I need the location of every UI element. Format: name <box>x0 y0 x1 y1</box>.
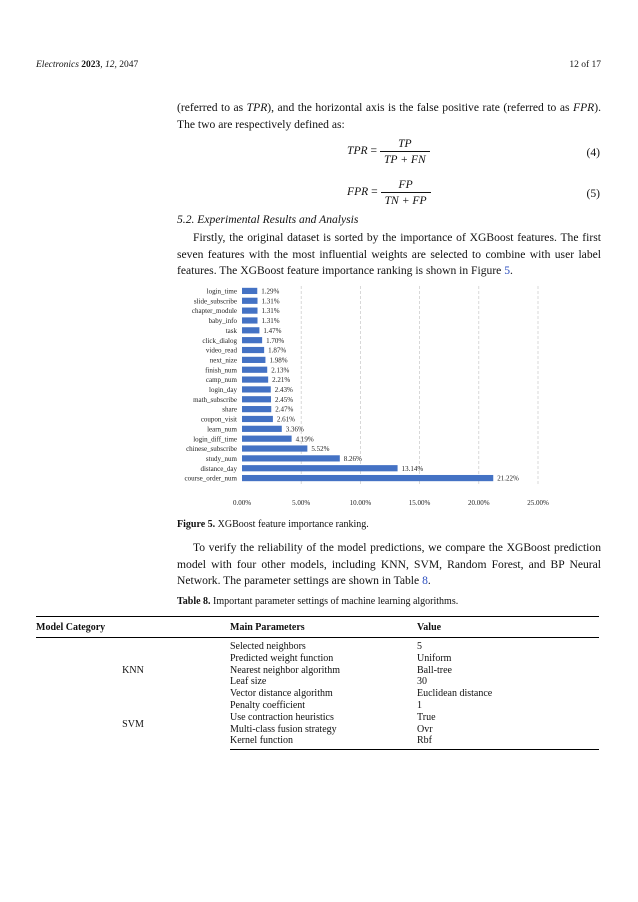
equation-lhs: TPR <box>347 144 368 158</box>
table-header-row <box>36 617 599 638</box>
category-label: task <box>225 326 237 335</box>
equation-5: FPR = $\frac{FP}{TN + FP}$ <box>347 178 431 207</box>
running-header-citation: Electronics 2023, 12, 2047 <box>36 60 139 70</box>
data-label: 2.45% <box>275 395 294 404</box>
parameter-value: Ovr <box>417 723 433 735</box>
bar-chapter_module <box>242 308 258 314</box>
parameter-name: Vector distance algorithm <box>230 688 333 700</box>
bar-camp_num <box>242 376 268 382</box>
header-main-parameters: Main Parameters <box>230 617 417 638</box>
equation-lhs: FPR <box>347 185 369 199</box>
bar-login_day <box>242 386 271 392</box>
table-row <box>36 700 599 712</box>
data-label: 21.22% <box>497 474 519 483</box>
intro-line-2: The two are respectively defined as: <box>177 117 345 131</box>
bar-study_num <box>242 455 340 461</box>
journal-name: Electronics <box>36 60 79 70</box>
chart-gridlines <box>301 286 538 485</box>
category-label: baby_info <box>208 317 237 326</box>
parameter-name: Kernel function <box>230 735 417 749</box>
equation-5-label: (5) <box>586 187 600 200</box>
parameter-value: Ball-tree <box>417 664 452 676</box>
intro-line-1: (referred to as TPR), and the horizontal axis is the false positive rate (referred to as FPR). <box>177 101 601 114</box>
parameter-value: Uniform <box>417 652 452 664</box>
category-label: login_diff_time <box>193 435 237 444</box>
data-label: 5.52% <box>311 445 330 454</box>
chart-data-labels <box>261 288 519 483</box>
equation-4-label: (4) <box>586 146 600 159</box>
data-label: 1.47% <box>263 326 282 335</box>
table-row <box>36 638 599 653</box>
data-label: 4.19% <box>295 435 314 444</box>
category-label: slide_subscribe <box>193 297 237 306</box>
data-label: 1.31% <box>261 317 280 326</box>
x-tick-label: 20.00% <box>468 499 490 507</box>
parameter-name: Leaf size <box>230 676 267 688</box>
data-label: 2.21% <box>272 376 291 385</box>
journal-volume: 12 <box>105 60 115 70</box>
header-model-category: Model Category <box>36 617 230 638</box>
x-tick-label: 0.00% <box>232 499 252 507</box>
data-label: 2.43% <box>274 386 293 395</box>
comparison-paragraph: To verify the reliability of the model predictions, we compare the XGBoost prediction model with four other models, including KNN, SVM, Random Forest, and BP Neural Network. The parameter settings are shown in Table 8. <box>177 541 601 587</box>
bar-coupon_visit <box>242 416 273 422</box>
data-label: 1.31% <box>261 307 280 316</box>
figure-5-link[interactable]: 5 <box>504 264 511 277</box>
data-label: 2.61% <box>276 415 295 424</box>
parameter-value: 30 <box>417 676 427 688</box>
category-label: next_nize <box>209 356 237 365</box>
category-label: chapter_module <box>191 307 237 316</box>
category-label: login_day <box>209 386 237 395</box>
page-number: 12 of 17 <box>569 60 601 70</box>
parameter-value: 5 <box>417 641 422 652</box>
category-label: coupon_visit <box>200 415 237 424</box>
parameter-value: Euclidean distance <box>417 688 493 700</box>
x-tick-label: 10.00% <box>349 499 372 507</box>
parameter-name: Use contraction heuristics <box>230 711 334 723</box>
category-label: share <box>222 405 237 414</box>
category-svm: SVM <box>122 718 144 730</box>
data-label: 2.13% <box>271 366 290 375</box>
bar-learn_num <box>242 426 282 432</box>
category-label: video_read <box>205 346 237 355</box>
journal-year: 2023 <box>81 60 101 70</box>
parameter-value: 1 <box>417 699 422 711</box>
parameter-name: Nearest neighbor algorithm <box>230 664 340 676</box>
category-label: course_order_num <box>184 474 237 483</box>
parameter-name: Multi-class fusion strategy <box>230 723 337 735</box>
x-tick-label: 5.00% <box>292 499 311 507</box>
parameter-table <box>36 616 599 750</box>
chart-category-labels <box>185 288 238 483</box>
section-paragraph: Firstly, the original dataset is sorted by the importance of XGBoost features. The first seven features with the most influential weights are selected to combine with user label features. The XGBoost feature importance ranking is shown in Figure 5. <box>177 231 601 277</box>
bar-next_nize <box>242 357 265 363</box>
data-label: 1.29% <box>261 287 280 296</box>
intro-paragraph <box>177 100 601 133</box>
x-tick-label: 25.00% <box>527 499 549 507</box>
figure-label: Figure 5. <box>177 519 216 530</box>
data-label: 8.26% <box>343 454 362 463</box>
category-label: chinese_subscribe <box>186 445 237 454</box>
figure-caption: Figure 5. XGBoost feature importance ranking. <box>177 519 369 530</box>
table-8-link[interactable]: 8 <box>422 574 428 587</box>
data-label: 3.36% <box>285 425 304 434</box>
bar-baby_info <box>242 317 258 323</box>
bar-login_time <box>242 288 257 294</box>
chart-bars <box>242 288 493 481</box>
bar-share <box>242 406 271 412</box>
bar-click_dialog <box>242 337 262 343</box>
bar-video_read <box>242 347 264 353</box>
data-label: 1.70% <box>266 336 285 345</box>
bar-task <box>242 327 259 333</box>
equation-fraction: $\frac{FP}{TN + FP}$ <box>381 178 431 207</box>
bar-login_diff_time <box>242 436 292 442</box>
bar-finish_num <box>242 367 267 373</box>
category-label: finish_num <box>205 366 237 375</box>
bar-distance_day <box>242 465 398 471</box>
bar-math_subscribe <box>242 396 271 402</box>
bar-chinese_subscribe <box>242 445 307 451</box>
bar-course_order_num <box>242 475 493 481</box>
bar-slide_subscribe <box>242 298 258 304</box>
chart-x-tick-labels <box>233 499 549 507</box>
category-label: click_dialog <box>202 336 237 345</box>
equation-fraction: $\frac{TP}{TP + FN}$ <box>380 137 430 166</box>
table-caption: Table 8. Important parameter settings of machine learning algorithms. <box>177 596 459 607</box>
table-label: Table 8. <box>177 596 211 607</box>
data-label: 1.87% <box>268 346 287 355</box>
section-heading: 5.2. Experimental Results and Analysis <box>177 213 359 226</box>
data-label: 2.47% <box>275 405 294 414</box>
data-label: 1.98% <box>269 356 288 365</box>
parameter-name: Predicted weight function <box>230 652 334 664</box>
category-label: camp_num <box>205 376 237 385</box>
parameter-value: Rbf <box>417 735 599 749</box>
equation-4: TPR = $\frac{TP}{TP + FN}$ <box>347 137 430 166</box>
category-label: math_subscribe <box>193 395 237 404</box>
data-label: 1.31% <box>261 297 280 306</box>
category-label: study_num <box>205 454 237 463</box>
category-label: login_time <box>206 287 237 296</box>
feature-importance-chart <box>170 280 550 512</box>
data-label: 13.14% <box>401 464 424 473</box>
article-number: 2047 <box>119 60 139 70</box>
category-knn: KNN <box>122 664 144 676</box>
x-tick-label: 15.00% <box>408 499 431 507</box>
parameter-name: Selected neighbors <box>230 641 306 652</box>
parameter-name: Penalty coefficient <box>230 699 306 711</box>
category-label: distance_day <box>200 464 237 473</box>
header-value: Value <box>417 617 599 638</box>
parameter-value: True <box>417 711 436 723</box>
category-label: learn_num <box>207 425 237 434</box>
